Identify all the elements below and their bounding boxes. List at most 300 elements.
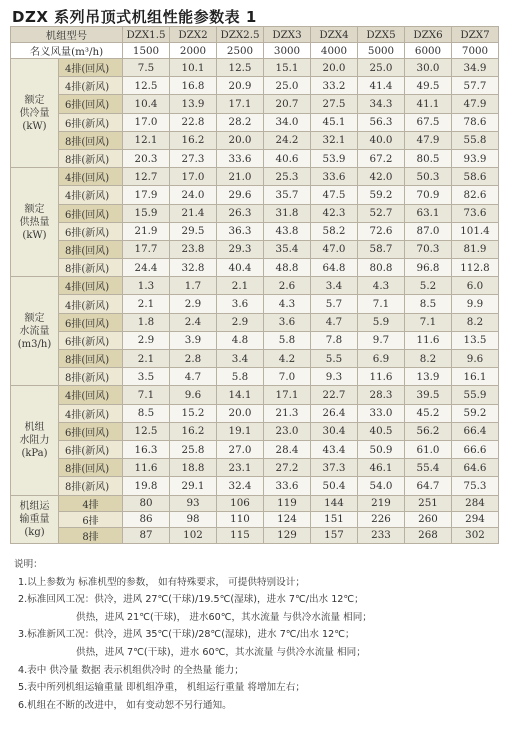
value-cell: 36.3 [217,222,264,240]
value-cell: 26.4 [311,404,358,422]
table-row [11,186,499,204]
value-cell: 2.9 [217,313,264,331]
value-cell: 19.8 [123,477,170,495]
value-cell: 5.8 [264,331,311,349]
value-cell: 23.1 [217,459,264,477]
value-cell: 2.1 [123,295,170,313]
value-cell: 40.5 [358,422,405,440]
value-cell: 33.6 [217,149,264,167]
row-label: 4排(回风) [59,59,123,77]
value-cell: 4.8 [217,331,264,349]
table-row [11,149,499,167]
value-cell: 34.3 [358,95,405,113]
value-cell: 27.2 [264,459,311,477]
airflow-cell: 4000 [311,43,358,59]
value-cell: 37.3 [311,459,358,477]
value-cell: 4.2 [264,350,311,368]
table-row [11,313,499,331]
group-label-line: 输重量 [19,513,50,525]
value-cell: 7.0 [264,368,311,386]
value-cell: 2.8 [170,350,217,368]
row-label: 8排(回风) [59,240,123,258]
row-label: 8排(新风) [59,259,123,277]
value-cell: 5.8 [217,368,264,386]
value-cell: 70.9 [405,186,452,204]
value-cell: 23.8 [170,240,217,258]
airflow-label: 名义风量(m³/h) [11,43,123,59]
value-cell: 43.8 [264,222,311,240]
value-cell: 64.8 [311,259,358,277]
value-cell: 52.7 [358,204,405,222]
value-cell: 80.5 [405,149,452,167]
header-row [11,27,499,43]
value-cell: 70.3 [405,240,452,258]
value-cell: 29.3 [217,240,264,258]
group-label-line: 供热量 [19,216,50,228]
value-cell: 27.3 [170,149,217,167]
value-cell: 22.7 [311,386,358,404]
group-label [11,168,59,277]
value-cell: 144 [311,495,358,511]
table-row [11,459,499,477]
model-header: DZX5 [358,27,405,43]
table-row [11,131,499,149]
value-cell: 87.0 [405,222,452,240]
note-item: 1.以上参数为 标准机型的参数， 如有特殊要求， 可提供特别设计； [18,576,305,588]
value-cell: 23.0 [264,422,311,440]
value-cell: 13.9 [170,95,217,113]
value-cell: 30.0 [405,59,452,77]
value-cell: 16.1 [452,368,499,386]
value-cell: 251 [405,495,452,511]
airflow-cell: 1500 [123,43,170,59]
value-cell: 47.9 [452,95,499,113]
value-cell: 59.2 [452,404,499,422]
value-cell: 43.4 [311,440,358,458]
value-cell: 82.6 [452,186,499,204]
value-cell: 106 [217,495,264,511]
value-cell: 46.1 [358,459,405,477]
value-cell: 21.3 [264,404,311,422]
value-cell: 30.4 [311,422,358,440]
row-label: 6排(新风) [59,113,123,131]
value-cell: 31.8 [264,204,311,222]
value-cell: 24.0 [170,186,217,204]
row-label: 8排(回风) [59,131,123,149]
table-row [11,77,499,95]
value-cell: 32.1 [311,131,358,149]
row-label: 8排(新风) [59,368,123,386]
value-cell: 12.1 [123,131,170,149]
value-cell: 17.0 [123,113,170,131]
value-cell: 4.3 [264,295,311,313]
value-cell: 32.4 [217,477,264,495]
value-cell: 15.9 [123,204,170,222]
value-cell: 93 [170,495,217,511]
value-cell: 47.0 [311,240,358,258]
value-cell: 22.8 [170,113,217,131]
group-label-line: (kg) [24,526,45,538]
value-cell: 27.5 [311,95,358,113]
note-item: 供热，进风 7℃(干球)，进水 60℃，其水流量 与供冷水流量 相同； [76,646,366,658]
group-label-line: 额定 [24,94,45,106]
model-header: DZX2 [170,27,217,43]
value-cell: 17.1 [217,95,264,113]
airflow-cell: 5000 [358,43,405,59]
value-cell: 2.9 [123,331,170,349]
model-header: DZX4 [311,27,358,43]
value-cell: 3.6 [217,295,264,313]
value-cell: 2.6 [264,277,311,295]
group-label [11,59,59,168]
value-cell: 9.6 [170,386,217,404]
value-cell: 33.0 [358,404,405,422]
value-cell: 7.1 [405,313,452,331]
value-cell: 56.3 [358,113,405,131]
value-cell: 64.7 [405,477,452,495]
group-label-line: 供冷量 [19,107,50,119]
value-cell: 9.7 [358,331,405,349]
value-cell: 12.5 [217,59,264,77]
table-row [11,113,499,131]
value-cell: 294 [452,511,499,527]
row-label: 6排(回风) [59,422,123,440]
value-cell: 25.0 [264,77,311,95]
value-cell: 40.6 [264,149,311,167]
airflow-cell: 2500 [217,43,264,59]
value-cell: 9.9 [452,295,499,313]
value-cell: 15.1 [264,59,311,77]
table-row [11,386,499,404]
row-label: 6排(新风) [59,222,123,240]
value-cell: 27.0 [217,440,264,458]
value-cell: 10.1 [170,59,217,77]
value-cell: 268 [405,527,452,543]
value-cell: 64.6 [452,459,499,477]
value-cell: 50.9 [358,440,405,458]
value-cell: 66.6 [452,440,499,458]
value-cell: 25.8 [170,440,217,458]
value-cell: 4.7 [170,368,217,386]
table-row [11,331,499,349]
value-cell: 21.9 [123,222,170,240]
table-row [11,277,499,295]
model-header: DZX6 [405,27,452,43]
value-cell: 19.1 [217,422,264,440]
value-cell: 39.5 [405,386,452,404]
value-cell: 16.2 [170,422,217,440]
value-cell: 40.4 [217,259,264,277]
value-cell: 4.7 [311,313,358,331]
table-row [11,259,499,277]
value-cell: 20.9 [217,77,264,95]
row-label: 8排(回风) [59,459,123,477]
value-cell: 61.0 [405,440,452,458]
row-label: 6排(回风) [59,95,123,113]
value-cell: 11.6 [358,368,405,386]
value-cell: 12.5 [123,422,170,440]
value-cell: 16.3 [123,440,170,458]
value-cell: 34.0 [264,113,311,131]
value-cell: 35.7 [264,186,311,204]
value-cell: 78.6 [452,113,499,131]
value-cell: 7.8 [311,331,358,349]
value-cell: 17.7 [123,240,170,258]
value-cell: 302 [452,527,499,543]
value-cell: 6.9 [358,350,405,368]
value-cell: 32.8 [170,259,217,277]
value-cell: 102 [170,527,217,543]
table-row [11,368,499,386]
row-label: 8排 [59,527,123,543]
value-cell: 3.6 [264,313,311,331]
value-cell: 14.1 [217,386,264,404]
table-row [11,511,499,527]
value-cell: 63.1 [405,204,452,222]
value-cell: 11.6 [123,459,170,477]
value-cell: 119 [264,495,311,511]
table-row [11,422,499,440]
value-cell: 5.5 [311,350,358,368]
value-cell: 151 [311,511,358,527]
row-label: 4排(新风) [59,77,123,95]
value-cell: 129 [264,527,311,543]
value-cell: 16.8 [170,77,217,95]
value-cell: 41.4 [358,77,405,95]
value-cell: 58.6 [452,168,499,186]
value-cell: 45.1 [311,113,358,131]
table-row [11,350,499,368]
value-cell: 24.2 [264,131,311,149]
value-cell: 28.3 [358,386,405,404]
value-cell: 226 [358,511,405,527]
airflow-cell: 3000 [264,43,311,59]
value-cell: 26.3 [217,204,264,222]
value-cell: 1.7 [170,277,217,295]
group-label-line: 额定 [24,312,45,324]
value-cell: 20.7 [264,95,311,113]
value-cell: 8.2 [405,350,452,368]
value-cell: 3.4 [311,277,358,295]
page-title: DZX 系列吊顶式机组性能参数表 1 [12,8,257,26]
group-label-line: 额定 [24,203,45,215]
table-row [11,404,499,422]
row-label: 6排(回风) [59,204,123,222]
value-cell: 55.9 [452,386,499,404]
value-cell: 8.2 [452,313,499,331]
row-label: 6排(新风) [59,440,123,458]
value-cell: 55.8 [452,131,499,149]
value-cell: 25.0 [358,59,405,77]
value-cell: 41.1 [405,95,452,113]
group-label-line: 机组 [24,421,45,433]
value-cell: 58.7 [358,240,405,258]
value-cell: 284 [452,495,499,511]
value-cell: 53.9 [311,149,358,167]
table-row [11,295,499,313]
table-row [11,95,499,113]
value-cell: 17.1 [264,386,311,404]
value-cell: 73.6 [452,204,499,222]
value-cell: 33.2 [311,77,358,95]
value-cell: 2.4 [170,313,217,331]
value-cell: 86 [123,511,170,527]
value-cell: 45.2 [405,404,452,422]
value-cell: 5.2 [405,277,452,295]
row-label: 4排(回风) [59,386,123,404]
value-cell: 12.5 [123,77,170,95]
value-cell: 49.5 [405,77,452,95]
value-cell: 18.8 [170,459,217,477]
value-cell: 42.3 [311,204,358,222]
table-row [11,222,499,240]
value-cell: 28.4 [264,440,311,458]
group-label [11,495,59,543]
value-cell: 59.2 [358,186,405,204]
value-cell: 233 [358,527,405,543]
value-cell: 29.6 [217,186,264,204]
value-cell: 7.1 [123,386,170,404]
value-cell: 80 [123,495,170,511]
value-cell: 58.2 [311,222,358,240]
airflow-cell: 6000 [405,43,452,59]
note-item: 3.标准新风工况：供冷，进风 35℃(干球)/28℃(湿球)，进水 7℃/出水 12℃； [18,629,355,641]
value-cell: 50.4 [311,477,358,495]
value-cell: 3.9 [170,331,217,349]
value-cell: 101.4 [452,222,499,240]
note-item: 5.表中所列机组运输重量 即机组净重， 机组运行重量 将增加左右； [18,682,305,694]
value-cell: 56.2 [405,422,452,440]
group-label-line: (m3/h) [17,338,52,350]
value-cell: 81.9 [452,240,499,258]
table-row [11,440,499,458]
group-label-line: 水流量 [19,325,50,337]
value-cell: 55.4 [405,459,452,477]
value-cell: 67.5 [405,113,452,131]
value-cell: 96.8 [405,259,452,277]
table-row [11,204,499,222]
value-cell: 6.0 [452,277,499,295]
value-cell: 13.5 [452,331,499,349]
value-cell: 66.4 [452,422,499,440]
value-cell: 3.4 [217,350,264,368]
value-cell: 21.0 [217,168,264,186]
airflow-cell: 2000 [170,43,217,59]
model-header: DZX1.5 [123,27,170,43]
value-cell: 24.4 [123,259,170,277]
group-label [11,386,59,495]
table-row [11,527,499,543]
value-cell: 4.3 [358,277,405,295]
value-cell: 5.9 [358,313,405,331]
value-cell: 47.5 [311,186,358,204]
value-cell: 35.4 [264,240,311,258]
value-cell: 10.4 [123,95,170,113]
notes-heading: 说明： [14,559,43,570]
value-cell: 42.0 [358,168,405,186]
value-cell: 48.8 [264,259,311,277]
airflow-row [11,43,499,59]
value-cell: 115 [217,527,264,543]
value-cell: 13.9 [405,368,452,386]
value-cell: 40.0 [358,131,405,149]
group-label-line: 水阻力 [19,434,50,446]
spec-table [10,26,499,544]
row-label: 4排(新风) [59,295,123,313]
value-cell: 8.5 [123,404,170,422]
value-cell: 1.3 [123,277,170,295]
note-item: 供热，进风 21℃(干球)， 进水60℃，其水流量 与供冷水流量 相同； [76,611,372,623]
value-cell: 72.6 [358,222,405,240]
value-cell: 1.8 [123,313,170,331]
group-label-line: (kW) [22,120,47,132]
value-cell: 57.7 [452,77,499,95]
model-header: DZX7 [452,27,499,43]
value-cell: 157 [311,527,358,543]
row-label: 8排(新风) [59,149,123,167]
value-cell: 21.4 [170,204,217,222]
value-cell: 29.5 [170,222,217,240]
table-row [11,240,499,258]
value-cell: 25.3 [264,168,311,186]
group-label-line: (kPa) [21,447,48,459]
value-cell: 260 [405,511,452,527]
value-cell: 7.1 [358,295,405,313]
row-label: 8排(新风) [59,477,123,495]
model-header: DZX3 [264,27,311,43]
value-cell: 33.6 [311,168,358,186]
value-cell: 33.6 [264,477,311,495]
group-label-line: 机组运 [19,500,50,512]
value-cell: 20.0 [217,404,264,422]
table-row [11,477,499,495]
value-cell: 17.9 [123,186,170,204]
row-label: 4排(回风) [59,277,123,295]
value-cell: 98 [170,511,217,527]
row-label: 6排(回风) [59,313,123,331]
value-cell: 3.5 [123,368,170,386]
value-cell: 16.2 [170,131,217,149]
value-cell: 93.9 [452,149,499,167]
value-cell: 80.8 [358,259,405,277]
value-cell: 29.1 [170,477,217,495]
value-cell: 2.1 [123,350,170,368]
value-cell: 54.0 [358,477,405,495]
value-cell: 219 [358,495,405,511]
header-label: 机组型号 [11,27,123,43]
group-label-line: (kW) [22,229,47,241]
model-header: DZX2.5 [217,27,264,43]
row-label: 4排(新风) [59,404,123,422]
value-cell: 12.7 [123,168,170,186]
value-cell: 110 [217,511,264,527]
row-label: 4排(回风) [59,168,123,186]
note-item: 6.机组在不断的改进中， 如有变动恕不另行通知。 [18,699,232,711]
value-cell: 5.7 [311,295,358,313]
row-label: 4排 [59,495,123,511]
note-item: 4.表中 供冷量 数据 表示机组供冷时 的全热量 能力； [18,664,244,676]
value-cell: 67.2 [358,149,405,167]
value-cell: 9.3 [311,368,358,386]
table-row [11,495,499,511]
group-label [11,277,59,386]
value-cell: 50.3 [405,168,452,186]
value-cell: 8.5 [405,295,452,313]
value-cell: 20.0 [217,131,264,149]
table-row [11,168,499,186]
value-cell: 9.6 [452,350,499,368]
value-cell: 112.8 [452,259,499,277]
